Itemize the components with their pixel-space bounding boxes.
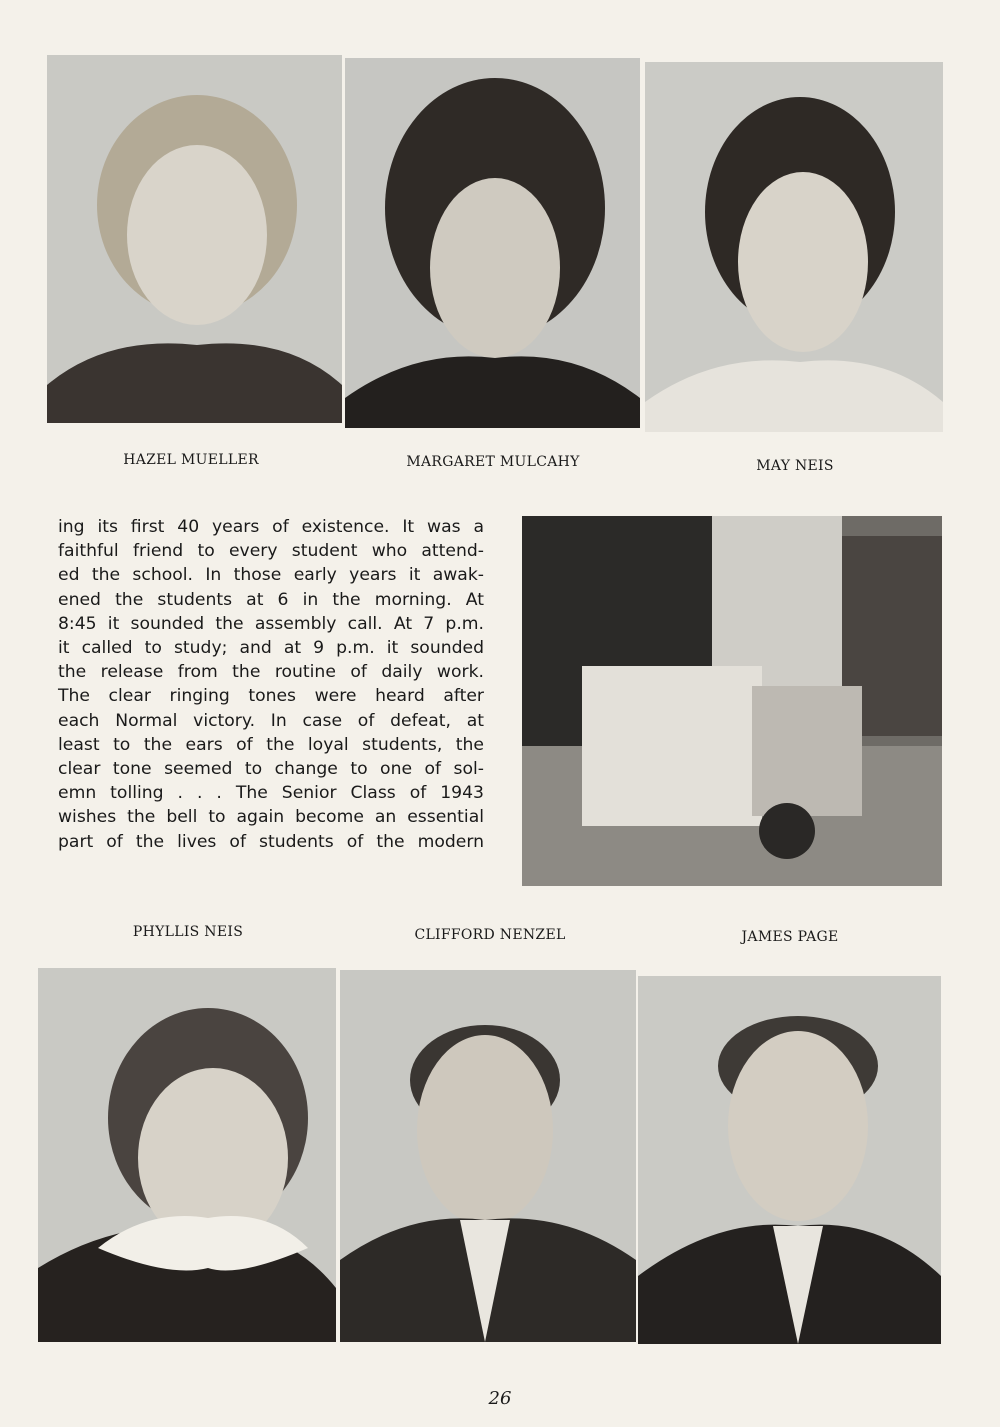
body-line: ing its first 40 years of existence. It was a [58,517,484,537]
body-line: it called to study; and at 9 p.m. it sounded [58,638,484,659]
portrait-photo-james-page [638,976,941,1344]
caption-james-page: JAMES PAGE [741,929,839,945]
portrait-photo-clifford-nenzel [340,970,636,1342]
body-line: The clear ringing tones were heard after [58,686,484,707]
body-line: the release from the routine of daily work. [58,662,484,683]
page-number: 26 [488,1388,512,1409]
body-line: ened the students at 6 in the morning. At [58,589,484,610]
body-line: each Normal victory. In case of defeat, at [58,710,484,731]
portrait-photo-hazel-mueller [47,55,342,423]
portrait-photo-margaret-mulcahy [345,58,640,428]
body-line: wishes the bell to again become an essential [58,807,484,828]
street-scene-photo [522,516,942,886]
body-line: faithful friend to every student who attend- [58,541,484,562]
body-line: ed the school. In those early years it awak- [58,565,484,586]
body-line: clear tone seemed to change to one of sol- [58,759,484,780]
caption-hazel-mueller: HAZEL MUELLER [123,452,259,468]
caption-may-neis: MAY NEIS [756,458,834,474]
portrait-photo-phyllis-neis [38,968,336,1342]
body-line: 8:45 it sounded the assembly call. At 7 p.m. [58,613,484,634]
portrait-photo-may-neis [645,62,943,432]
caption-margaret-mulcahy: MARGARET MULCAHY [406,454,580,470]
caption-clifford-nenzel: CLIFFORD NENZEL [414,927,566,943]
body-line: least to the ears of the loyal students, the [58,734,484,755]
body-text [58,515,484,854]
caption-phyllis-neis: PHYLLIS NEIS [132,924,244,940]
body-line: emn tolling . . . The Senior Class of 1943 [58,783,484,804]
body-line: part of the lives of students of the modern [58,831,484,852]
